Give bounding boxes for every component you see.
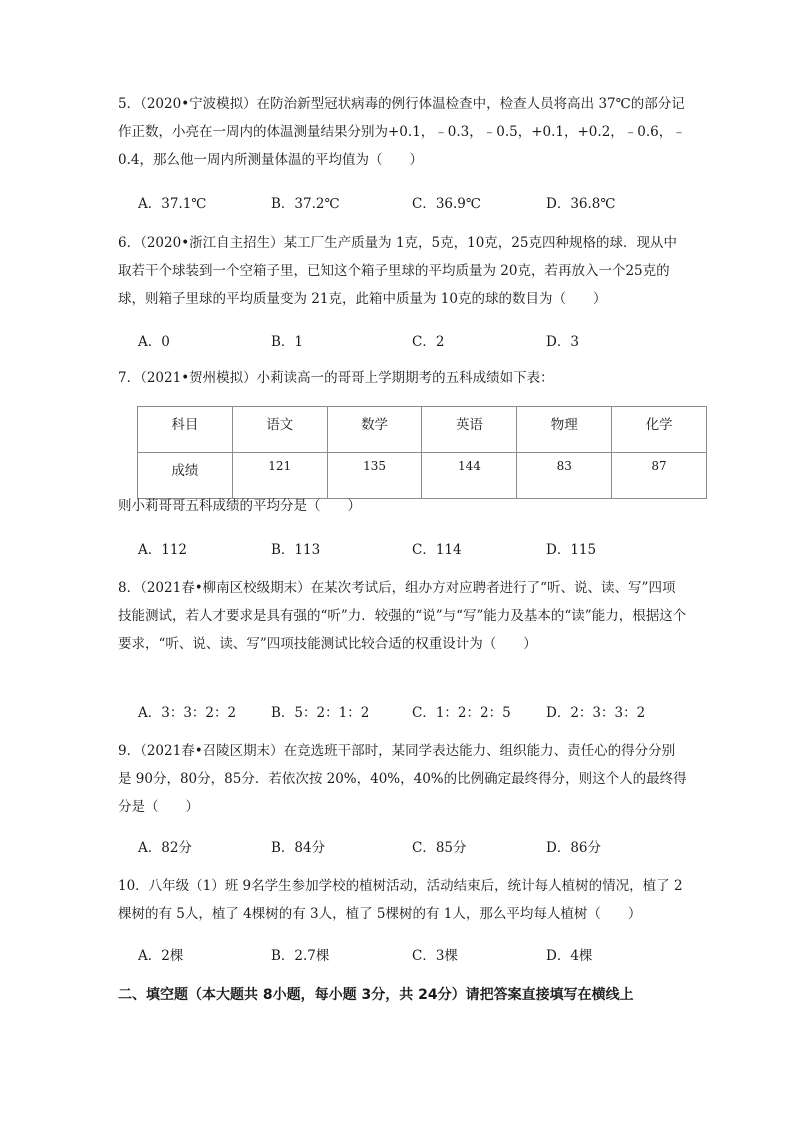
table-cell: 135 [327, 453, 422, 499]
question-7-options [138, 538, 698, 558]
table-cell: 科目 [138, 407, 233, 453]
table-cell: 83 [517, 453, 612, 499]
option-c[interactable]: C．1：2：2：5 [412, 705, 511, 721]
question-9-text: 9．（2021春•召陵区期末）在竞选班干部时，某同学表达能力、组织能力、责任心的得分分别是 90分，80分，85分．若依次按 20%，40%，40%的比例确定最终得分，则这个人的最终得分是（ ） [118, 743, 687, 815]
option-a[interactable]: A．3：3：2：2 [138, 705, 237, 721]
question-6-options [138, 330, 698, 350]
question-10-text: 10．八年级（1）班 9名学生参加学校的植树活动，活动结束后，统计每人植树的情况，植了 2棵树的有 5人，植了 4棵树的有 3人，植了 5棵树的有 1人，那么平均每人植树（ ） [118, 878, 683, 922]
table-cell: 144 [422, 453, 517, 499]
option-a[interactable]: A．37.1℃ [138, 196, 207, 212]
question-8-text: 8．（2021春•柳南区校级期末）在某次考试后，组办方对应聘者进行了“听、说、读、写”四项技能测试，若人才要求是具有强的“听”力．较强的“说”与“写”能力及基本的“读”能力，根据这个要求，“听、说、读、写”四项技能测试比较合适的权重设计为（ ） [118, 580, 687, 652]
table-header-row [138, 407, 707, 453]
table-cell: 成绩 [138, 453, 233, 499]
option-d[interactable]: D．3 [546, 334, 579, 350]
option-c[interactable]: C．114 [412, 542, 462, 558]
option-d[interactable]: D．36.8℃ [546, 196, 616, 212]
table-cell: 语文 [232, 407, 327, 453]
option-c[interactable]: C．2 [412, 334, 445, 350]
question-8 [118, 574, 688, 658]
option-a[interactable]: A．112 [138, 542, 188, 558]
table-cell: 数学 [327, 407, 422, 453]
question-10 [118, 872, 688, 928]
option-d[interactable]: D．4棵 [546, 948, 593, 964]
option-a[interactable]: A．2棵 [138, 948, 184, 964]
option-d[interactable]: D．2：3：3：2 [546, 705, 646, 721]
question-7-after-text: 则小莉哥哥五科成绩的平均分是（ ） [118, 498, 361, 514]
question-10-options [138, 944, 698, 964]
question-6-text: 6．（2020•浙江自主招生）某工厂生产质量为 1克，5克，10克，25克四种规格的球．现从中取若干个球装到一个空箱子里，已知这个箱子里球的平均质量为 20克，若再放入一个25克的球，则箱子里球的平均质量变为 21克，此箱中质量为 10克的球的数目为（ ） [118, 235, 677, 307]
option-b[interactable]: B．37.2℃ [271, 196, 340, 212]
option-d[interactable]: D．86分 [546, 840, 602, 856]
option-d[interactable]: D．115 [546, 542, 597, 558]
option-c[interactable]: C．3棵 [412, 948, 458, 964]
question-5 [118, 90, 688, 174]
score-table [137, 406, 707, 499]
question-8-options [138, 701, 698, 721]
question-7 [118, 364, 688, 392]
option-a[interactable]: A．0 [138, 334, 170, 350]
table-cell: 物理 [517, 407, 612, 453]
option-b[interactable]: B．113 [271, 542, 321, 558]
option-b[interactable]: B．84分 [271, 840, 326, 856]
option-a[interactable]: A．82分 [138, 840, 192, 856]
question-5-text: 5．（2020•宁波模拟）在防治新型冠状病毒的例行体温检查中，检查人员将高出 37℃的部分记作正数，小亮在一周内的体温测量结果分别为+0.1，﹣0.3，﹣0.5，+0.1，+0.2，﹣0.6，﹣0.4，那么他一周内所测量体温的平均值为（ ） [118, 96, 686, 168]
section-heading: 二、填空题（本大题共 8小题，每小题 3分，共 24分）请把答案直接填写在横线上 [118, 987, 634, 1003]
question-7-followup [118, 492, 688, 520]
table-cell: 化学 [612, 407, 707, 453]
option-c[interactable]: C．36.9℃ [412, 196, 481, 212]
option-b[interactable]: B．1 [271, 334, 304, 350]
question-6 [118, 229, 688, 313]
question-7-text: 7．（2021•贺州模拟）小莉读高一的哥哥上学期期考的五科成绩如下表： [118, 370, 554, 386]
table-cell: 英语 [422, 407, 517, 453]
option-b[interactable]: B．5：2：1：2 [271, 705, 370, 721]
question-5-options [138, 192, 698, 212]
option-c[interactable]: C．85分 [412, 840, 467, 856]
question-9-options [138, 836, 698, 856]
table-cell: 87 [612, 453, 707, 499]
question-9 [118, 737, 688, 821]
option-b[interactable]: B．2.7棵 [271, 948, 330, 964]
table-cell: 121 [232, 453, 327, 499]
